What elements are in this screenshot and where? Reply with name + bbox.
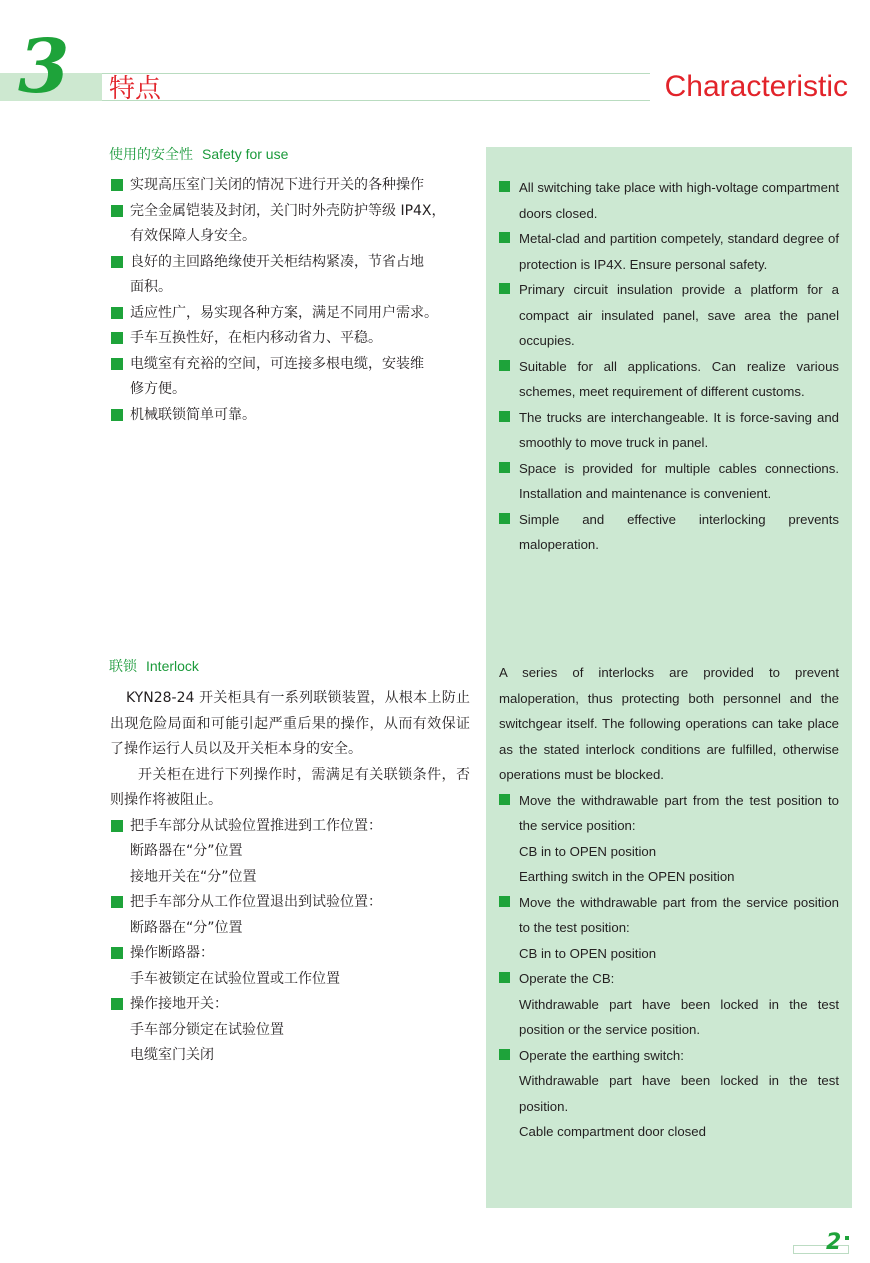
interlock-body-zh (110, 686, 470, 1069)
interlock-title-en: Interlock (146, 658, 199, 674)
header-rule-bottom (102, 100, 650, 101)
condition-text: Withdrawable part have been locked in the test position. (519, 1073, 839, 1114)
list-item: 操作接地开关： (110, 992, 470, 1018)
list-item: The trucks are interchangeable. It is force-saving and smoothly to move truck in panel. (499, 405, 839, 456)
list-item: Suitable for all applications. Can realize various schemes, meet requirement of different customs. (499, 354, 839, 405)
bullet-square-icon (499, 181, 510, 192)
condition-text: 电缆室门关闭 (130, 1047, 214, 1063)
list-item: 完全金属铠装及封闭，关门时外壳防护等级 IP4X， 有效保障人身安全。 (110, 199, 470, 250)
condition-text: 手车被锁定在试验位置或工作位置 (130, 970, 340, 987)
list-item: 实现高压室门关闭的情况下进行开关的各种操作 (110, 173, 470, 199)
condition-text: Withdrawable part have been locked in the test position or the service position. (519, 996, 839, 1037)
safety-list-en (499, 175, 839, 558)
list-item: Primary circuit insulation provide a platform for a compact air insulated panel, save area the panel occupies. (499, 277, 839, 354)
bullet-square-icon (111, 409, 123, 421)
bullet-square-icon (111, 820, 123, 832)
list-item: Operate the CB: (499, 966, 839, 992)
list-item: 把手车部分从试验位置推进到工作位置： (110, 814, 470, 840)
bullet-square-icon (499, 283, 510, 294)
interlock-title-zh: 联锁 (109, 659, 137, 675)
bullet-square-icon (499, 513, 510, 524)
bullet-square-icon (111, 307, 123, 319)
list-item: Move the withdrawable part from the test position to the service position: (499, 788, 839, 839)
condition-text: 接地开关在“分”位置 (130, 868, 257, 885)
condition-text: Earthing switch in the OPEN position (519, 869, 735, 884)
list-item: 把手车部分从工作位置退出到试验位置： (110, 890, 470, 916)
condition-text: 手车部分锁定在试验位置 (130, 1021, 284, 1038)
bullet-square-icon (499, 232, 510, 243)
list-item: Simple and effective interlocking prevents maloperation. (499, 507, 839, 558)
bullet-square-icon (111, 998, 123, 1010)
bullet-square-icon (499, 972, 510, 983)
list-item: 机械联锁简单可靠。 (110, 403, 470, 429)
list-item: 操作断路器： (110, 941, 470, 967)
bullet-square-icon (111, 947, 123, 959)
list-item: 手车互换性好，在柜内移动省力、平稳。 (110, 326, 470, 352)
list-item: All switching take place with high-voltage compartment doors closed. (499, 175, 839, 226)
bullet-square-icon (499, 896, 510, 907)
bullet-square-icon (111, 256, 123, 268)
safety-title-zh: 使用的安全性 (109, 147, 193, 163)
list-item: 良好的主回路绝缘使开关柜结构紧凑，节省占地 面积。 (110, 250, 470, 301)
list-item: Space is provided for multiple cables connections. Installation and maintenance is convenient. (499, 456, 839, 507)
page-number-dot (845, 1236, 849, 1240)
safety-title-en: Safety for use (202, 146, 289, 162)
condition-text: 断路器在“分”位置 (130, 919, 243, 936)
bullet-square-icon (499, 360, 510, 371)
bullet-square-icon (499, 411, 510, 422)
chapter-title-zh: 特点 (109, 74, 162, 104)
bullet-square-icon (499, 462, 510, 473)
safety-title (109, 144, 288, 164)
bullet-square-icon (111, 332, 123, 344)
condition-text: CB in to OPEN position (519, 843, 657, 859)
bullet-square-icon (499, 1049, 510, 1060)
list-item: 适应性广，易实现各种方案，满足不同用户需求。 (110, 301, 470, 327)
list-item: Metal-clad and partition competely, standard degree of protection is IP4X. Ensure personal safety. (499, 226, 839, 277)
bullet-square-icon (111, 179, 123, 191)
interlock-intro-zh-2: 开关柜在进行下列操作时，需满足有关联锁条件，否则操作将被阻止。 (110, 766, 470, 808)
list-item: Move the withdrawable part from the service position to the test position: (499, 890, 839, 941)
header-rule-top (102, 73, 650, 74)
bullet-square-icon (111, 205, 123, 217)
condition-text: CB in to OPEN position (519, 945, 657, 961)
chapter-title-en: Characteristic (664, 70, 848, 103)
interlock-title (109, 656, 199, 676)
list-item: 电缆室有充裕的空间，可连接多根电缆，安装维 修方便。 (110, 352, 470, 403)
page-number: 2 (826, 1230, 842, 1255)
chapter-number: 3 (18, 24, 68, 110)
condition-text: 断路器在“分”位置 (130, 843, 243, 859)
interlock-intro-en: A series of interlocks are provided to prevent maloperation, thus protecting both personnel and the switchgear itself. The following operations can take place as the stated interlock conditions are fulfilled, otherwise operations must be blocked. (499, 665, 839, 782)
interlock-body-en (499, 660, 839, 1145)
interlock-intro-zh-1: KYN28-24 开关柜具有一系列联锁装置，从根本上防止出现危险局面和可能引起严重后果的操作，从而有效保证了操作运行人员以及开关柜本身的安全。 (110, 690, 470, 757)
bullet-square-icon (111, 896, 123, 908)
bullet-square-icon (111, 358, 123, 370)
list-item: Operate the earthing switch: (499, 1043, 839, 1069)
safety-list-zh (110, 173, 470, 428)
condition-text: Cable compartment door closed (519, 1124, 706, 1139)
bullet-square-icon (499, 794, 510, 805)
